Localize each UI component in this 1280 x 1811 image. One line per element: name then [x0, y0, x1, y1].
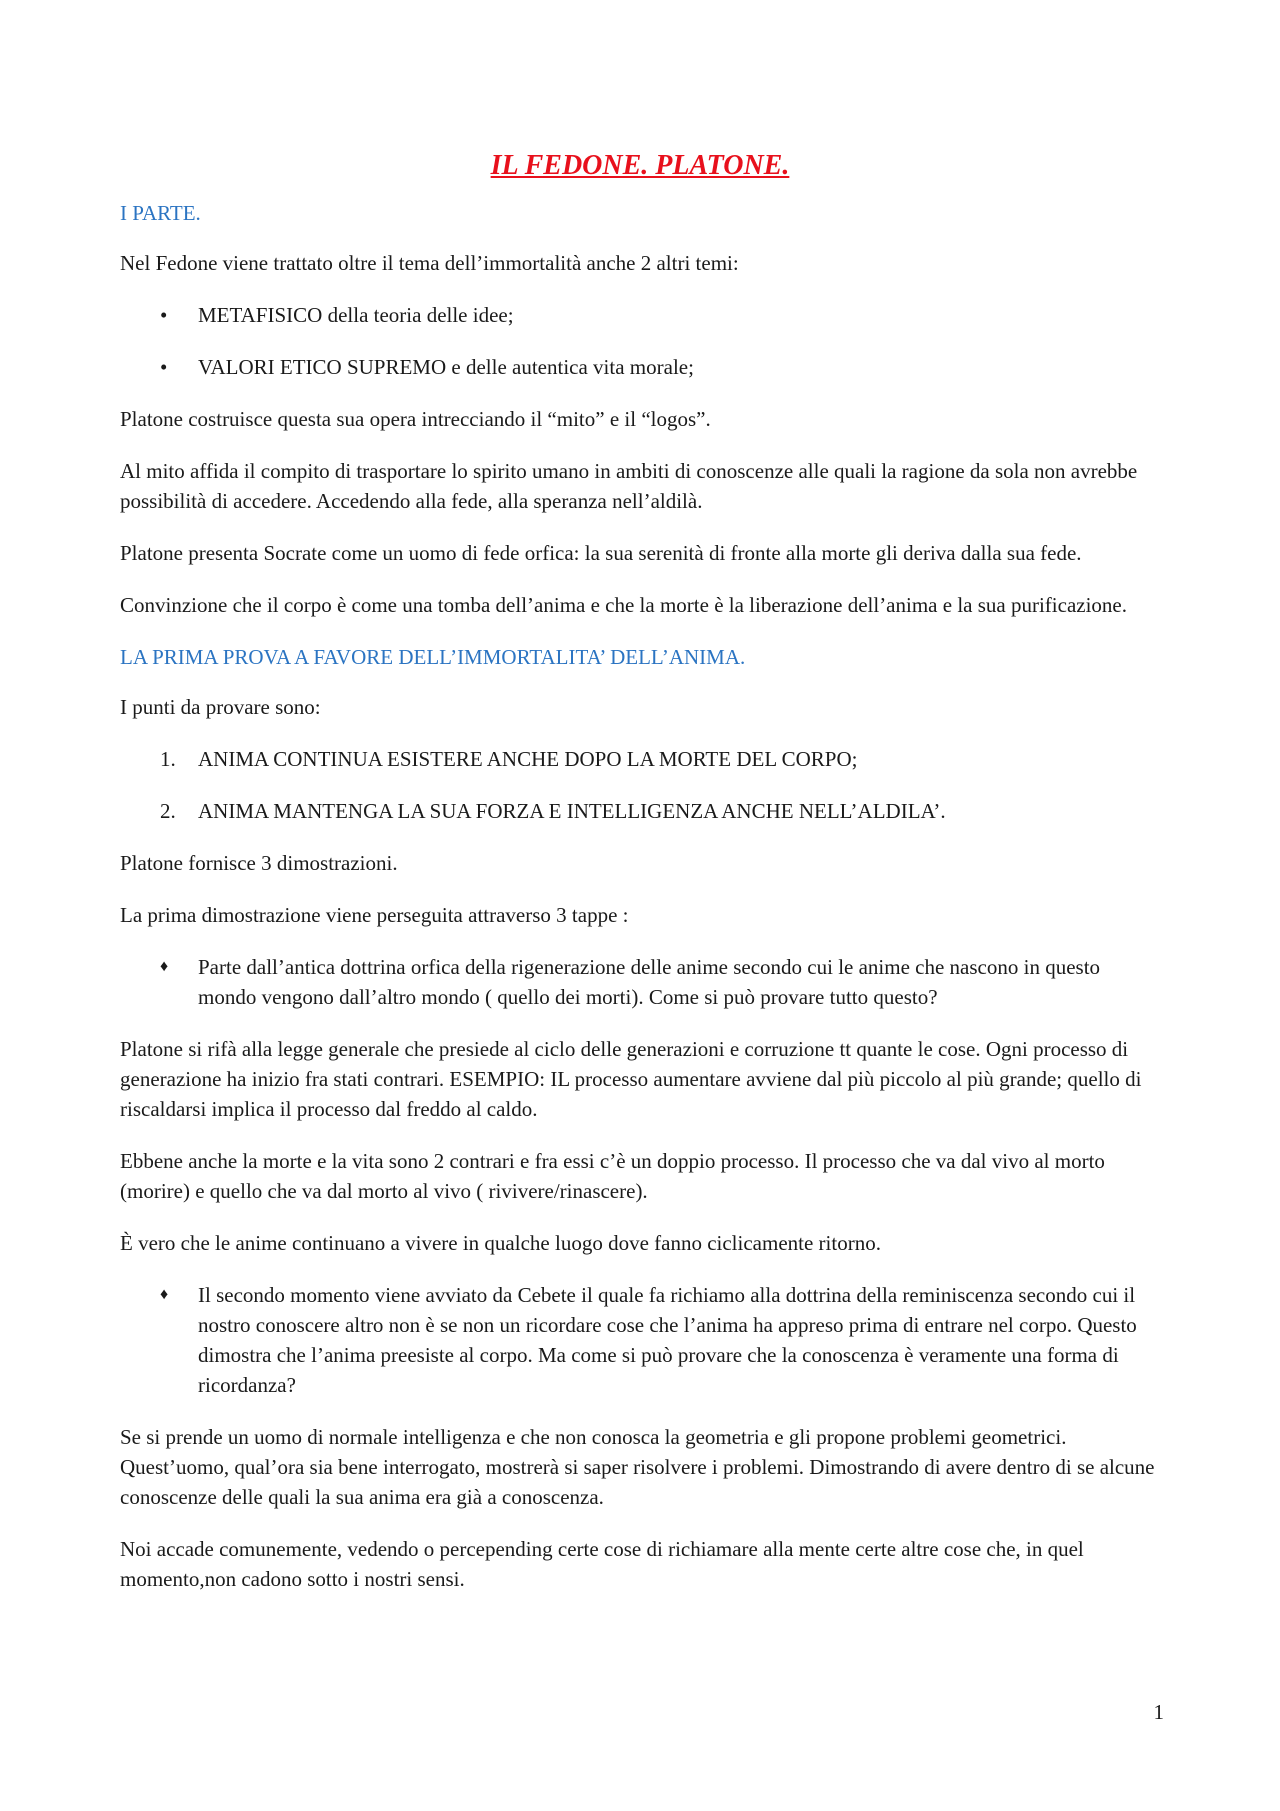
document-body [120, 148, 1160, 1616]
section-heading-part-1: I PARTE. [120, 201, 201, 225]
list-item [120, 796, 1160, 826]
list-item-text: ANIMA CONTINUA ESISTERE ANCHE DOPO LA MORTE DEL CORPO; [198, 747, 858, 771]
diamond-list-2 [120, 1280, 1160, 1400]
diamond-list-1 [120, 952, 1160, 1012]
diamond-bullet-icon: ♦ [160, 1286, 169, 1303]
page-number: 1 [1153, 1700, 1164, 1724]
list-item-text: METAFISICO della teoria delle idee; [198, 303, 514, 327]
paragraph-mito-logos: Platone costruisce questa sua opera intrecciando il “mito” e il “logos”. [120, 407, 711, 431]
section-heading-prima-prova: LA PRIMA PROVA A FAVORE DELL’IMMORTALITA’ DELL’ANIMA. [120, 645, 746, 669]
numbered-list-punti [120, 744, 1160, 826]
paragraph-convinzione: Convinzione che il corpo è come una tomba dell’anima e che la morte è la liberazione dell’anima e la sua purificazione. [120, 593, 1127, 617]
diamond-bullet-icon: ♦ [160, 958, 169, 975]
list-item-text: VALORI ETICO SUPREMO e delle autentica vita morale; [198, 355, 694, 379]
paragraph-prima-dimostrazione: La prima dimostrazione viene perseguita attraverso 3 tappe : [120, 903, 629, 927]
paragraph-legge-generale: Platone si rifà alla legge generale che presiede al ciclo delle generazioni e corruzione tt quante le cose. Ogni processo di generazione ha inizio fra stati contrari. ESEMPIO: IL processo aumentare avviene dal più piccolo al più grande; quello di riscaldarsi implica il processo dal freddo al caldo. [120, 1037, 1142, 1121]
list-number: 1. [160, 747, 176, 771]
list-item [120, 352, 1160, 382]
bullet-icon: • [160, 303, 168, 327]
paragraph-punti: I punti da provare sono: [120, 695, 321, 719]
list-item [120, 952, 1160, 1012]
list-item [120, 300, 1160, 330]
paragraph-fornisce: Platone fornisce 3 dimostrazioni. [120, 851, 398, 875]
bullet-icon: • [160, 355, 168, 379]
paragraph-ebbene: Ebbene anche la morte e la vita sono 2 contrari e fra essi c’è un doppio processo. Il processo che va dal vivo al morto (morire) e quello che va dal morto al vivo ( rivivere/rinascere). [120, 1149, 1105, 1203]
list-item-text: ANIMA MANTENGA LA SUA FORZA E INTELLIGENZA ANCHE NELL’ALDILA’. [198, 799, 946, 823]
paragraph-intro: Nel Fedone viene trattato oltre il tema dell’immortalità anche 2 altri temi: [120, 251, 739, 275]
list-item [120, 744, 1160, 774]
paragraph-al-mito: Al mito affida il compito di trasportare lo spirito umano in ambiti di conoscenze alle quali la ragione da sola non avrebbe possibilità di accedere. Accedendo alla fede, alla speranza nell’aldilà. [120, 459, 1138, 513]
paragraph-vero: È vero che le anime continuano a vivere in qualche luogo dove fanno ciclicamente ritorno. [120, 1231, 881, 1255]
list-number: 2. [160, 799, 176, 823]
list-item-text: Il secondo momento viene avviato da Cebete il quale fa richiamo alla dottrina della reminiscenza secondo cui il nostro conoscere altro non è se non un ricordare cose che l’anima ha appreso prima di entrare nel corpo. Questo dimostra che l’anima preesiste al corpo. Ma come si può provare che la conoscenza è veramente una forma di ricordanza? [198, 1283, 1137, 1397]
bullet-list-themes [120, 300, 1160, 382]
paragraph-socrate: Platone presenta Socrate come un uomo di fede orfica: la sua serenità di fronte alla morte gli deriva dalla sua fede. [120, 541, 1082, 565]
list-item-text: Parte dall’antica dottrina orfica della rigenerazione delle anime secondo cui le anime che nascono in questo mondo vengono dall’altro mondo ( quello dei morti). Come si può provare tutto questo? [198, 955, 1101, 1009]
document-title: IL FEDONE. PLATONE. [490, 150, 790, 181]
paragraph-noi-accade: Noi accade comunemente, vedendo o percepending certe cose di richiamare alla mente certe altre cose che, in quel momento,non cadono sotto i nostri sensi. [120, 1537, 1084, 1591]
list-item [120, 1280, 1160, 1400]
paragraph-uomo-geometria: Se si prende un uomo di normale intelligenza e che non conosca la geometria e gli propone problemi geometrici. Quest’uomo, qual’ora sia bene interrogato, mostrerà si saper risolvere i problemi. Dimostrando di avere dentro di se alcune conoscenze delle quali la sua anima era già a conoscenza. [120, 1425, 1155, 1509]
